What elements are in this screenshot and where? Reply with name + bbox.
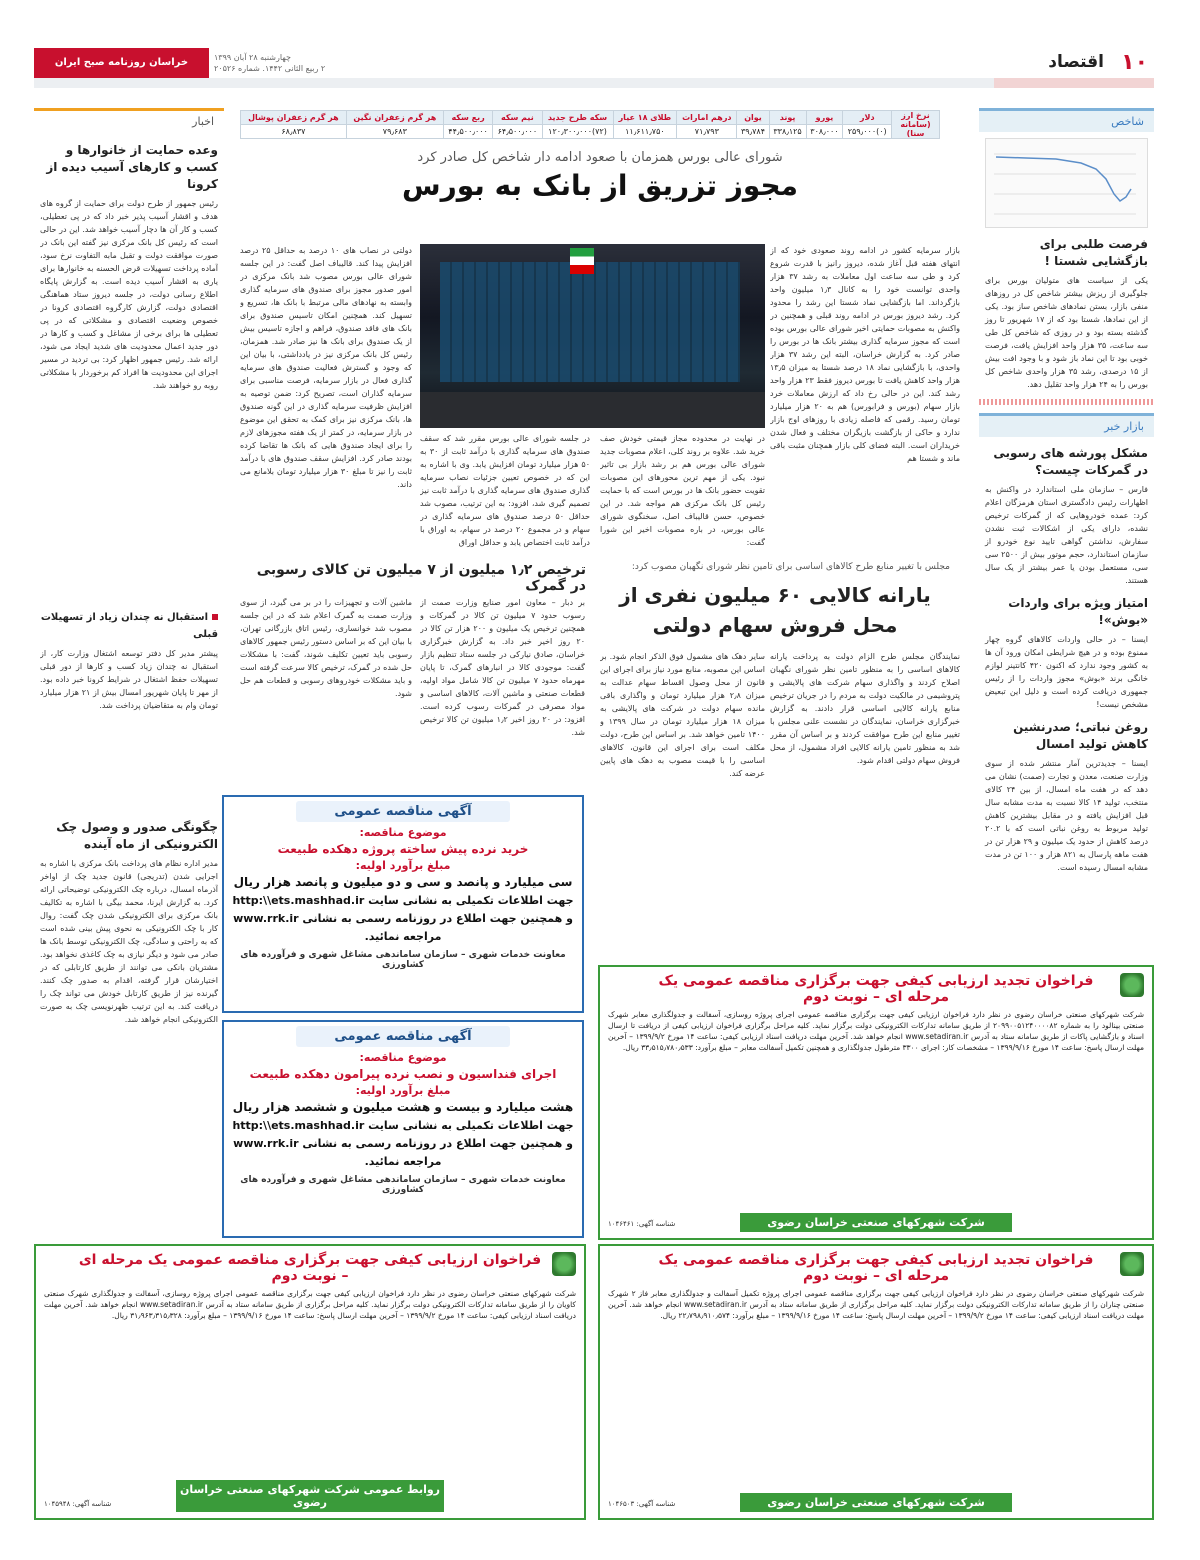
left-news-column	[34, 108, 224, 1227]
section-title: اقتصاد	[1048, 52, 1104, 72]
rate-header: درهم امارات	[677, 111, 737, 125]
ad-budget-label: مبلغ برآورد اولیه:	[355, 1084, 451, 1097]
market-news-headline[interactable]: مشکل پورشه های رسوبی در گمرکات چیست؟	[993, 446, 1148, 477]
left-news-text: مدیر اداره نظام های پرداخت بانک مرکزی با اشاره به اجرایی شدن (تدریجی) قانون جدید چک از اواخر آذرماه امسال، درباره چک الکترونیکی توضیحاتی ارائه کرد. به گزارش ایرنا، محمد بیگی با اشاره به تکالیف بانک مرکزی برای الکترونیکی شدن چک گفت: روال کار با چک الکترونیکی به نحوی پیش بینی شده است که به راحتی و سادگی، چک الکترونیکی توسط بانک ها صادر می شود و دیگر نیازی به چک کاغذی نخواهد بود. مشتریان بانکی می توانند از طریق کارتابلی که در اختیارشان قرار گرفته، اقدام به صدور چک کنند. گیرنده نیز از طریق کارتابل خودش می تواند چک را دریافت کند. به این ترتیب ظهرنویسی چک به صورت الکترونیکی انجام خواهد شد.	[40, 859, 218, 1024]
rate-header: دلار	[843, 111, 892, 125]
left-news-headline[interactable]: وعده حمایت از خانوارها و کسب و کارهای آسیب دیده از کرونا	[46, 143, 218, 191]
ad-budget: سی میلیارد و پانصد و سی و دو میلیون و پانصد هزار ریال	[233, 875, 573, 889]
rates-label: نرخ ارز (سامانه سنا)	[892, 111, 940, 139]
floor-graphic	[420, 392, 765, 428]
market-news-text: ایسنا – در حالی واردات کالاهای گروه چهار ممنوع بوده و در هیچ شرایطی امکان ورود آن ها به کشور وجود ندارد که اکنون ۴۲۰ کانتینر لوازم خانگی برند «بوش» مجوز واردات را از رئیس جمهوری دریافت کرده است و دلیل این تبعیض مشخص نیست!	[985, 635, 1148, 709]
section-divider	[979, 399, 1154, 405]
left-news-headline[interactable]	[40, 609, 218, 643]
newspaper-logo[interactable]: خراسان روزنامه صبح ایران	[34, 48, 209, 78]
left-news-text: رئیس جمهور از طرح دولت برای حمایت از گروه های هدف و اقشار آسیب پذیر خبر داد که در پی تعطیلی، کسب و کار آن ها دچار آسیب خواهد شد. این در حالی است که رئیس کل بانک مرکزی نیز گفته این بانک در صورت موافقت دولت و تقبل مابه التفاوت نرخ سود، آماده پرداخت تسهیلات قرض الحسنه به خانوارها برای یاری به اقشار آسیب دیده است. به گزارش پایگاه اطلاع رسانی دولت، در جلسه دیروز ستاد هماهنگی اقتصادی دولت، گزارش کارگروه اقتصادی کرونا در خصوص وضعیت اقتصادی و مشکلاتی که در پی تعطیلی ها برای برخی از مشاغل و کسب و کارها در دور جدید اعمال محدودیت های شدید ایجاد می شود، ارائه شد. رئیس جمهور اظهار کرد: بی تردید در مسیر اجرای این محدودیت ها افراد کم برخوردار با مشکلاتی روبه رو خواهند شد.	[40, 199, 218, 390]
story-column: نمایندگان مجلس طرح الزام دولت به پرداخت یارانه کالاهای اساسی را به منظور تامین نظر شورای نگهبان اصلاح کردند و واگذاری سهام شرکت های پالایشی و پتروشیمی در مالکیت دولت به مردم را در جریان ترخیص منابع یارانه کالایی اساسی قرار دادند. به گزارش خبرگزاری خراسان، نمایندگان در نشست علنی مجلس با تغییر منابع این طرح موافقت کردند و بر اساس آن مقرر شد به منظور تامین یارانه کالایی افراد مشمول، از محل فروش سهام دولتی اقدام شود.	[770, 652, 960, 765]
rate-header: یورو	[806, 111, 843, 125]
ad-budget-label: مبلغ برآورد اولیه:	[355, 859, 451, 872]
ad-title: فراخوان تجدید ارزیابی کیفی جهت برگزاری مناقصه عمومی یک مرحله ای – نوبت دوم	[658, 1252, 1094, 1284]
rate-value: ۷۹٫۶۸۳	[346, 125, 443, 139]
ad-title: آگهی مناقصه عمومی	[296, 801, 511, 822]
ad-subject: خرید نرده پیش ساخته پروژه دهکده طبیعت	[277, 842, 529, 856]
left-news-headline-text: استقبال نه چندان زیاد از تسهیلات قبلی	[40, 612, 218, 640]
rate-value: ۱۱٫۶۱۱٫۷۵۰	[613, 125, 677, 139]
rate-value: ۶۴٫۵۰۰٫۰۰۰	[493, 125, 542, 139]
ad-title: فراخوان تجدید ارزیابی کیفی جهت برگزاری مناقصه عمومی یک مرحله ای – نوبت دوم	[658, 973, 1094, 1005]
bullet-icon	[212, 614, 218, 620]
ad-info: جهت اطلاعات تکمیلی به نشانی سایت http:\\ets.mashhad.ir و همچنین جهت اطلاع در روزنامه رسمی به نشانی www.rrk.ir مراجعه نمائید.	[232, 894, 574, 943]
ad-budget: هشت میلیارد و بیست و هشت میلیون و ششصد هزار ریال	[232, 1100, 574, 1114]
ad-code: شناسه آگهی: ۱۰۴۵۹۴۸	[44, 1500, 112, 1508]
stock-exchange-photo	[420, 244, 765, 428]
main-headline[interactable]: مجوز تزریق از بانک به بورس	[402, 169, 798, 202]
currency-rates-table	[240, 110, 940, 139]
tender-ad[interactable]	[222, 1020, 584, 1238]
page-header	[34, 48, 1154, 78]
market-news-text: فارس – سازمان ملی استاندارد در واکنش به اظهارات رئیس دادگستری استان هرمزگان اعلام کرد: عمده خودروهایی که از گمرکات ترخیص نشده، دارای یکی از اشکالات ثبت نشدن سفارش، نداشتن گواهی تایید نوع خودرو از سازمان استاندارد، حجم موتور بیش از ۲۵۰۰ سی سی، مستعمل بودن یا عمر بیشتر از یک سال هستند.	[985, 485, 1149, 585]
index-news-headline[interactable]: فرصت طلبی برای بازگشایی شستا !	[1039, 237, 1148, 268]
subsidy-kicker: مجلس با تغییر منابع طرح کالاهای اساسی برای تامین نظر شورای نگهبان مصوب کرد:	[631, 562, 950, 572]
rate-header: طلای ۱۸ عیار	[613, 111, 677, 125]
main-kicker: شورای عالی بورس همزمان با صعود ادامه دار شاخص کل صادر کرد	[417, 150, 783, 165]
story-column: در نهایت در محدوده مجاز قیمتی خودش صف خرید شد. علاوه بر روند کلی، اعلام مصوبات جدید شورای عالی بورس هم بر رشد بازار بی تاثیر نبود. یکی از مهم ترین محورهای این مصوبات تقویت حضور بانک ها در بورس است که با حمایت رئیس کل بانک مرکزی هم مواجه شد. در این خصوص، حسن قالیباف اصل، سخنگوی شورای عالی بورس، در باره مصوبات اخیر این شورا گفت:	[600, 434, 765, 547]
trading-board-graphic	[440, 262, 740, 382]
ad-footer: شرکت شهرکهای صنعتی خراسان رضوی	[740, 1213, 1012, 1232]
ad-footer: معاونت خدمات شهری – سازمان ساماندهی مشاغل شهری و فرآورده های کشاورزی	[240, 950, 566, 970]
market-news-headline[interactable]: روغن نباتی؛ صدرنشین کاهش تولید امسال	[1013, 720, 1148, 751]
header-rule	[34, 78, 1154, 88]
company-logo-icon	[1120, 973, 1144, 997]
left-column-title: اخبار	[34, 108, 224, 132]
story-column: بازار سرمایه کشور در ادامه روند صعودی خود که از انتهای هفته قبل آغاز شده، دیروز رانیز با قدرت شروع کرد و طی سه ساعت اول معاملات به رشد ۳۷ هزار واحدی توانست خود را به کانال ۱٫۳ میلیون واحد بازگرداند. اما بازگشایی نماد شستا این رشد را محدود کرد. رشد دیروز بورس در ادامه روند قبلی و همچنین در واکنش به مصوبات حمایتی اخیر شورای عالی بورس بوده است که مجوز سرمایه گذاری بیشتر بانک ها در بورس را صادر کرد. به گزارش خراسان، البته این رشد ۳۷ هزار واحدی، با بازگشایی نماد ۱۸ درصد شستا به میزان ۱۳٫۵ هزار واحد کاهش یافت تا بورس دیروز فقط ۲۳ هزار واحد رشد کند. این در حالی رخ داد که ارزش معاملات خرد بازار سهام (بورس و فرابورس) هم به ۲۰ هزار میلیارد تومان رسید. رقمی که فاصله زیادی با روزهای اوج بازار ندارد و حاکی از بازگشت بازیگران مختلف و فعال شدن خریداران است. البته فضای کلی بازار همچنان مثبت باقی ماند و شستا هم	[770, 246, 960, 463]
ad-footer: شرکت شهرکهای صنعتی خراسان رضوی	[740, 1493, 1012, 1512]
ad-footer: معاونت خدمات شهری – سازمان ساماندهی مشاغل شهری و فرآورده های کشاورزی	[240, 1175, 566, 1195]
rate-value: ۶۸٫۸۳۷	[241, 125, 347, 139]
rate-value: ۷۱٫۷۹۳	[677, 125, 737, 139]
company-logo-icon	[1120, 1252, 1144, 1276]
rate-value: (۰)۲۵۹٫۰۰۰	[843, 125, 892, 139]
left-news-text: پیشتر مدیر کل دفتر توسعه اشتغال وزارت کار، از استقبال نه چندان زیاد کسب و کارها از دور قبلی تسهیلات حفظ اشتغال در شرایط کرونا خبر داده بود. از مهر تا پایان شهریور امسال بیش از ۲۱ هزار میلیارد تومان وام به متقاضیان پرداخت شد.	[40, 649, 218, 710]
ad-footer: روابط عمومی شرکت شهرکهای صنعتی خراسان رضوی	[176, 1480, 444, 1512]
rate-header: ربع سکه	[443, 111, 492, 125]
rate-header: یوان	[737, 111, 769, 125]
rate-header: نیم سکه	[493, 111, 542, 125]
industrial-tender-ad[interactable]	[34, 1244, 586, 1520]
right-sidebar	[979, 108, 1154, 874]
left-news-headline[interactable]: چگونگی صدور و وصول چک الکترونیکی از ماه آینده	[56, 820, 218, 851]
index-chart-graphic	[986, 139, 1147, 227]
customs-headline[interactable]: ترخیص ۱٫۲ میلیون از ۷ میلیون تن کالای رسوبی در گمرک	[256, 562, 586, 594]
rate-header: هر گرم زعفران نگین	[346, 111, 443, 125]
index-chart-thumbnail	[985, 138, 1148, 228]
ad-subject: اجرای فنداسیون و نصب نرده پیرامون دهکده طبیعت	[249, 1067, 557, 1081]
header-accent-bar	[994, 78, 1154, 88]
rates-value-row	[241, 125, 940, 139]
story-column: ماشین آلات و تجهیزات را در بر می گیرد، از سوی وزارت صمت به گمرک اعلام شد که در این جلسه مصوب شد خوانساری، رئیس اتاق بازرگانی تهران، با بیان این که بر اساس دستور رئیس جمهور کالاهای رسوبی باید تعیین تکلیف شوند، گفت: با مشکلات حل شده در گمرک، ترخیص کالا سرعت گرفته است و باید مشکلات خودروهای رسوبی و قطعات هم حل شود.	[240, 598, 412, 698]
subsidy-headline[interactable]: یارانه کالایی ۶۰ میلیون نفری از محل فروش سهام دولتی	[619, 583, 931, 637]
rate-value: ۳۹٫۷۸۴	[737, 125, 769, 139]
rate-value: ۳۰۸٫۰۰۰	[806, 125, 843, 139]
ad-title: فراخوان ارزیابی کیفی جهت برگزاری مناقصه عمومی یک مرحله ای – نوبت دوم	[78, 1252, 542, 1284]
ad-code: شناسه آگهی: ۱۰۴۶۵۰۳	[608, 1500, 676, 1508]
index-news-text: یکی از سیاست های متولیان بورس برای جلوگیری از ریزش بیشتر شاخص کل در روزهای منفی بازار، بستن نمادهای شاخص ساز بود. یکی از این نمادها، شستا بود که از ۱۷ شهریور تا روز گذشته بسته بود و در روزی که شاخص کل طی سه ساعت، ۳۵ هزار واحد افزایش یافت، فرصت خوبی بود تا این نماد باز شود و با وجود افت بیش از ۱۵ درصدی، رشد ۳۵ هزار واحدی شاخص کل بورس را به ۲۴ هزار واحد تقلیل دهد.	[985, 276, 1148, 389]
flag-graphic	[570, 248, 594, 274]
rates-header-row	[241, 111, 940, 125]
ad-code: شناسه آگهی: ۱۰۴۶۴۶۱	[608, 1220, 676, 1228]
story-column: سایر دهک های مشمول فوق الذکر انجام شود. بر اساس این مصوبه، منابع مورد نیاز برای اجرای این قانون از محل وصول اقساط سهام عدالت به میزان ۲٫۸ هزار میلیارد تومان و واگذاری باقی مانده سهام دولت در شرکت های پالایشی به میزان ۱۸ هزار میلیارد تومان در سال ۱۳۹۹ و ۱۴۰۰ تامین خواهد شد. بر اساس این طرح، دولت مکلف است برای اجرای این قانون، کالاهای اساسی را با قیمت مصوب به دهک های پایین عرضه کند.	[600, 652, 765, 778]
market-news-headline[interactable]: امتیاز ویژه برای واردات «بوش»!	[1008, 596, 1148, 627]
rate-value: ۴۴٫۵۰۰٫۰۰۰	[443, 125, 492, 139]
main-story	[240, 150, 960, 202]
market-news-text: ایسنا – جدیدترین آمار منتشر شده از سوی وزارت صنعت، معدن و تجارت (صمت) نشان می دهد که در هفت ماه امسال، از بین ۲۴ کالای منتخب، تولید ۱۴ کالا نسبت به مدت مشابه سال قبل افزایش یافته و در مقابل بیشترین کاهش تولید مربوط به روغن نباتی است که با ۲۰.۲ درصد کاهش از حدود یک میلیون و ۲۹ هزار تن در هفت ماهه پارسال به ۸۲۱ هزار و ۱۰۰ تن در مدت مشابه امسال رسیده است.	[985, 759, 1149, 872]
ad-body: شرکت شهرکهای صنعتی خراسان رضوی در نظر دارد فراخوان ارزیابی کیفی جهت برگزاری مناقصه عمومی اجرای پروژه تکمیل آسفالت و جدولگذاری معابر فاز ۲ شهرک صنعتی چناران را از طریق سامانه تدارکات الکترونیکی دولت برگزار نماید. کلیه مراحل برگزاری از طریق سامانه ستاد به آدرس www.setadiran.ir انجام خواهد شد. آخرین مهلت دریافت اسناد ارزیابی کیفی: ساعت ۱۴ مورخ ۱۳۹۹/۹/۲ – آخرین مهلت ارسال پاسخ: ساعت ۱۴ مورخ ۱۳۹۹/۹/۱۶ – مبلغ برآورد: ۲۲٫۷۹۸٫۹۱۰٫۵۷۴ ریال.	[608, 1289, 1144, 1320]
page-number: ۱۰	[1121, 50, 1148, 75]
market-news-title: بازار خبر	[979, 413, 1154, 437]
date-line-2: ۲ ربیع الثانی ۱۴۴۲. شماره ۲۰۵۲۶	[214, 64, 326, 73]
date-line-1: چهارشنبه ۲۸ آبان ۱۳۹۹	[214, 53, 291, 62]
story-column: دولتی در نصاب های ۱۰ درصد به حداقل ۲۵ درصد افزایش پیدا کند. قالیباف اصل گفت: در این جلسه شورای عالی بورس مصوب شد بانک مرکزی در امور صدور مجوز برای صندوق های سرمایه گذاری وابسته به نهادهای مالی مرتبط با بانک ها، تسریع و تسهیل کند. همچنین امکان تاسیس صندوق برای بانک های فاقد صندوق، فراهم و اجازه تاسیس بیش از یک صندوق برای بانک ها نیز صادر شد. همزمان، رئیس کل بانک مرکزی نیز در یادداشتی، با بیان این که وجود و گسترش فعالیت صندوق های سرمایه گذاری فعال در بازار سرمایه، فرصت مناسبی برای سرمایه گذاران است، تصریح کرد: ضمن توصیه به افزایش ظرفیت سرمایه گذاری در این گونه صندوق ها، بانک مرکزی نیز برای کمک به تحقق این موضوع در بازار سرمایه، در کمتر از یک هفته مجوزهای لازم را برای ایجاد صندوق هایی که بانک ها تقاضا کرده بودند صادر کرد. افزایش سقف صندوق های با درآمد ثابت را نیز تا مبلغ ۳۰ هزار میلیارد تومان بلامانع می داند.	[240, 246, 412, 489]
story-column: بر دبار – معاون امور صنایع وزارت صمت از رسوب حدود ۷ میلیون تن کالا در گمرکات و همچنین ترخیص یک میلیون و ۲۰۰ هزار تن کالا در ۲۰ روز اخیر خبر داد. به گزارش خبرگزاری خراسان، صادق نیارکی در جلسه ستاد تنظیم بازار گفت: موجودی کالا در انبارهای گمرک، تا پایان مهرماه حدود ۷ میلیون تن کالا شامل مواد اولیه، قطعات صنعتی و ماشین آلات، کالاهای اساسی و مواد مصرفی در گمرکات رسوب کرده است. افزود: در ۲۰ روز اخیر ۱٫۲ میلیون تن کالا ترخیص شد.	[420, 598, 585, 737]
tender-ad[interactable]	[222, 795, 584, 1013]
ad-body: شرکت شهرکهای صنعتی خراسان رضوی در نظر دارد فراخوان ارزیابی کیفی جهت برگزاری مناقصه عمومی اجرای پروژه روسازی، آسفالت و جدولگذاری شهرک صنعتی کاویان را از طریق سامانه تدارکات الکترونیکی دولت برگزار نماید. کلیه مراحل برگزاری از طریق سامانه ستاد به آدرس www.setadiran.ir انجام خواهد شد. آخرین مهلت دریافت اسناد ارزیابی کیفی: ساعت ۱۴ مورخ ۱۳۹۹/۹/۲ – آخرین مهلت ارسال پاسخ: ساعت ۱۴ مورخ ۱۳۹۹/۹/۱۶ – مبلغ برآورد: ۳۱٫۹۶۳٫۳۱۵٫۳۲۸ ریال.	[44, 1289, 576, 1320]
industrial-tender-ad[interactable]	[598, 965, 1154, 1240]
rate-header: سکه طرح جدید	[542, 111, 613, 125]
rate-header: پوند	[769, 111, 806, 125]
ad-body: شرکت شهرکهای صنعتی خراسان رضوی در نظر دارد فراخوان ارزیابی کیفی جهت برگزاری مناقصه عمومی اجرای پروژه روسازی، آسفالت و جدولگذاری معابر شهرک صنعتی بینالود را به شماره ۲۰۹۹۰۰۵۱۲۴۰۰۰۰۸۲ از طریق سامانه تدارکات الکترونیکی دولت برگزار نماید. کلیه مراحل برگزاری فراخوان ارزیابی کیفی از دریافت تا ارسال اسناد و بازگشایی پاکات از طریق سامانه ستاد به آدرس www.setadiran.ir انجام خواهد شد. آخرین مهلت دریافت اسناد ارزیابی کیفی: ساعت ۱۴ مورخ ۱۳۹۹/۹/۲ – آخرین مهلت ارسال پاسخ: ساعت ۱۴ مورخ ۱۳۹۹/۹/۱۶ – مشخصات کار: اجرای ۳۳۰۰ مترطول جدولگذاری و همچنین تکمیل آسفالت معابر – مبلغ برآورد: ۳۳٫۵۱۵٫۷۸۰٫۵۳۳ ریال.	[608, 1010, 1144, 1052]
rate-header: هر گرم زعفران پوشال	[241, 111, 347, 125]
ad-subject-label: موضوع مناقصه:	[359, 826, 447, 839]
rate-value: ۳۳۸٫۱۲۵	[769, 125, 806, 139]
story-column: در جلسه شورای عالی بورس مقرر شد که سقف صندوق های سرمایه گذاری با درآمد ثابت از ۳۰ به ۵۰ هزار میلیارد تومان افزایش یابد. وی با اشاره به این که در خصوص تعیین جزئیات نصاب سرمایه گذاری صندوق های سرمایه گذاری با درآمد ثابت نیز تصمیم گیری شد، افزود: به این ترتیب، مصوب شد حداقل ۵۰ درصد صندوق های سرمایه گذاری در سهام و در مجموع ۲۰ درصد در سهام، به اوراق با درآمد ثابت اختصاص یابد و حداقل اوراق	[420, 434, 590, 547]
ad-subject-label: موضوع مناقصه:	[359, 1051, 447, 1064]
ad-info: جهت اطلاعات تکمیلی به نشانی سایت http:\\ets.mashhad.ir و همچنین جهت اطلاع در روزنامه رسمی به نشانی www.rrk.ir مراجعه نمائید.	[232, 1119, 574, 1168]
company-logo-icon	[552, 1252, 576, 1276]
rate-value: (۷۲)۱۲۰٫۳۰۰٫۰۰۰	[542, 125, 613, 139]
industrial-tender-ad[interactable]	[598, 1244, 1154, 1520]
header-date	[214, 52, 325, 74]
index-box-title: شاخص	[979, 108, 1154, 132]
ad-title: آگهی مناقصه عمومی	[296, 1026, 511, 1047]
